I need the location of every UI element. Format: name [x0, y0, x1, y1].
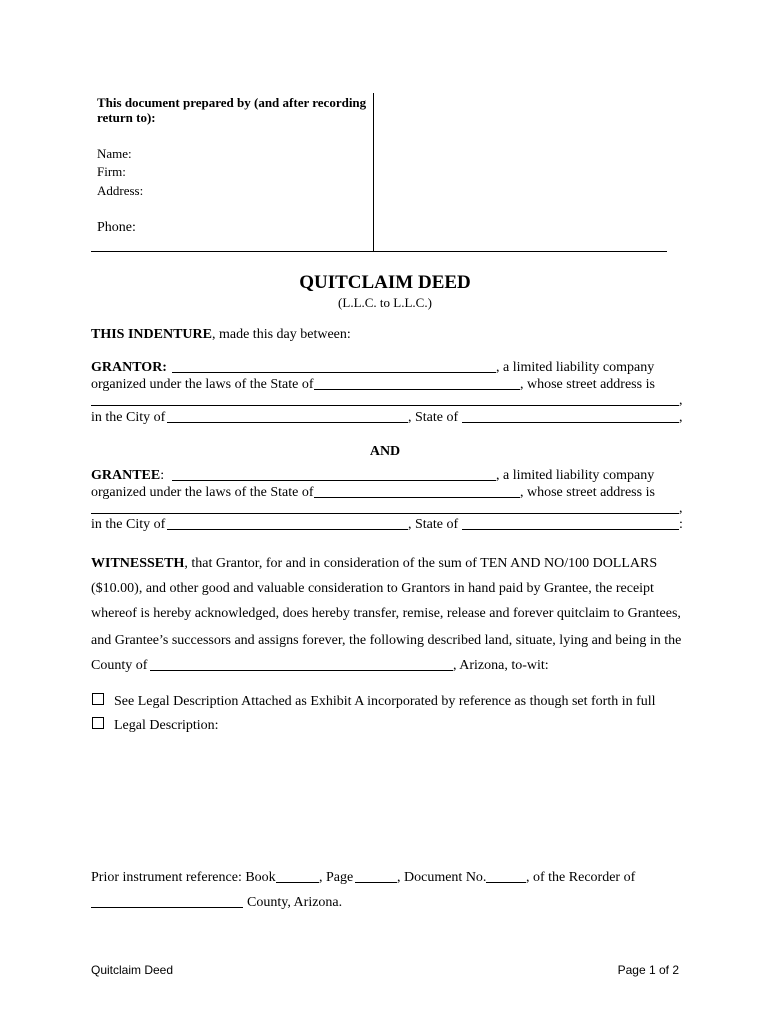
grantee-state-org-blank[interactable] [314, 497, 520, 498]
prior-book-label: Prior instrument reference: Book [91, 870, 276, 885]
grantor-state-blank[interactable] [462, 422, 679, 423]
page-blank[interactable] [355, 882, 397, 883]
prior-document-label: , Document No. [397, 870, 487, 885]
grantee-organized-text: organized under the laws of the State of [91, 485, 314, 500]
grantee-end-punct: : [679, 517, 683, 532]
address-label: Address: [97, 183, 144, 198]
name-label: Name: [97, 146, 132, 161]
prepared-by-heading-line2: return to): [97, 110, 156, 125]
grantor-name-blank[interactable] [172, 372, 496, 373]
grantor-address-blank[interactable] [91, 405, 679, 406]
grantee-address-blank[interactable] [91, 513, 679, 514]
county-tail: , Arizona, to-wit: [453, 658, 549, 673]
witnesseth-line1-rest: , that Grantor, for and in consideration of the sum of TEN AND NO/100 DOLLARS [184, 556, 658, 571]
prior-county-tail: County, Arizona. [247, 895, 343, 910]
grantor-state-org-blank[interactable] [314, 389, 520, 390]
prior-recorder-label: , of the Recorder of [526, 870, 636, 885]
county-blank[interactable] [150, 670, 453, 671]
indenture-rest: , made this day between: [211, 327, 351, 342]
exhibit-a-checkbox[interactable] [92, 693, 104, 705]
grantee-label: GRANTEE [91, 468, 161, 483]
witnesseth-line3: whereof is hereby acknowledged, does hereby transfer, remise, release and forever quitclaim to Grantees, [91, 606, 681, 621]
grantor-label: GRANTOR: [91, 360, 167, 375]
box-vertical-divider [373, 93, 374, 251]
footer-title: Quitclaim Deed [91, 963, 174, 977]
grantor-city-label: in the City of [91, 410, 166, 425]
prior-page-label: , Page [319, 870, 354, 885]
phone-label: Phone: [97, 220, 136, 235]
box-bottom-rule [91, 251, 667, 252]
grantee-name-blank[interactable] [172, 480, 496, 481]
grantee-state-label: , State of [408, 517, 459, 532]
witnesseth-line1 [91, 555, 657, 572]
grantee-llc-text: , a limited liability company [496, 468, 655, 483]
and-separator: AND [369, 444, 401, 459]
prepared-by-heading-line1: This document prepared by (and after recording [97, 95, 367, 110]
document-title: QUITCLAIM DEED [299, 272, 471, 293]
grantor-llc-text: , a limited liability company [496, 360, 655, 375]
grantor-end-punct: , [679, 410, 683, 425]
firm-label: Firm: [97, 164, 126, 179]
footer-page-number: Page 1 of 2 [617, 963, 679, 977]
document-subtitle: (L.L.C. to L.L.C.) [338, 295, 432, 310]
grantor-organized-text: organized under the laws of the State of [91, 377, 314, 392]
witnesseth-bold: WITNESSETH [91, 556, 185, 571]
exhibit-a-label: See Legal Description Attached as Exhibit A incorporated by reference as though set forth in full [114, 694, 656, 709]
legal-description-label: Legal Description: [114, 718, 219, 733]
grantee-state-blank[interactable] [462, 529, 679, 530]
grantee-label-colon: : [160, 468, 165, 483]
grantee-address-intro: , whose street address is [520, 485, 655, 500]
indenture-line [91, 326, 351, 343]
document-number-blank[interactable] [486, 882, 526, 883]
witnesseth-line2: ($10.00), and other good and valuable consideration to Grantors in hand paid by Grantee, the receipt [91, 581, 654, 596]
recorder-county-blank[interactable] [91, 907, 243, 908]
grantor-address-comma: , [679, 393, 683, 408]
grantee-label-wrap [91, 467, 164, 484]
grantor-state-label: , State of [408, 410, 459, 425]
grantee-address-comma: , [679, 501, 683, 516]
county-label: County of [91, 658, 148, 673]
witnesseth-line4: and Grantee’s successors and assigns forever, the following described land, situate, lying and being in the [91, 633, 682, 648]
indenture-bold: THIS INDENTURE [91, 327, 212, 342]
grantee-city-label: in the City of [91, 517, 166, 532]
grantee-city-blank[interactable] [167, 529, 408, 530]
book-blank[interactable] [276, 882, 319, 883]
grantor-city-blank[interactable] [167, 422, 408, 423]
legal-description-checkbox[interactable] [92, 717, 104, 729]
grantor-address-intro: , whose street address is [520, 377, 655, 392]
